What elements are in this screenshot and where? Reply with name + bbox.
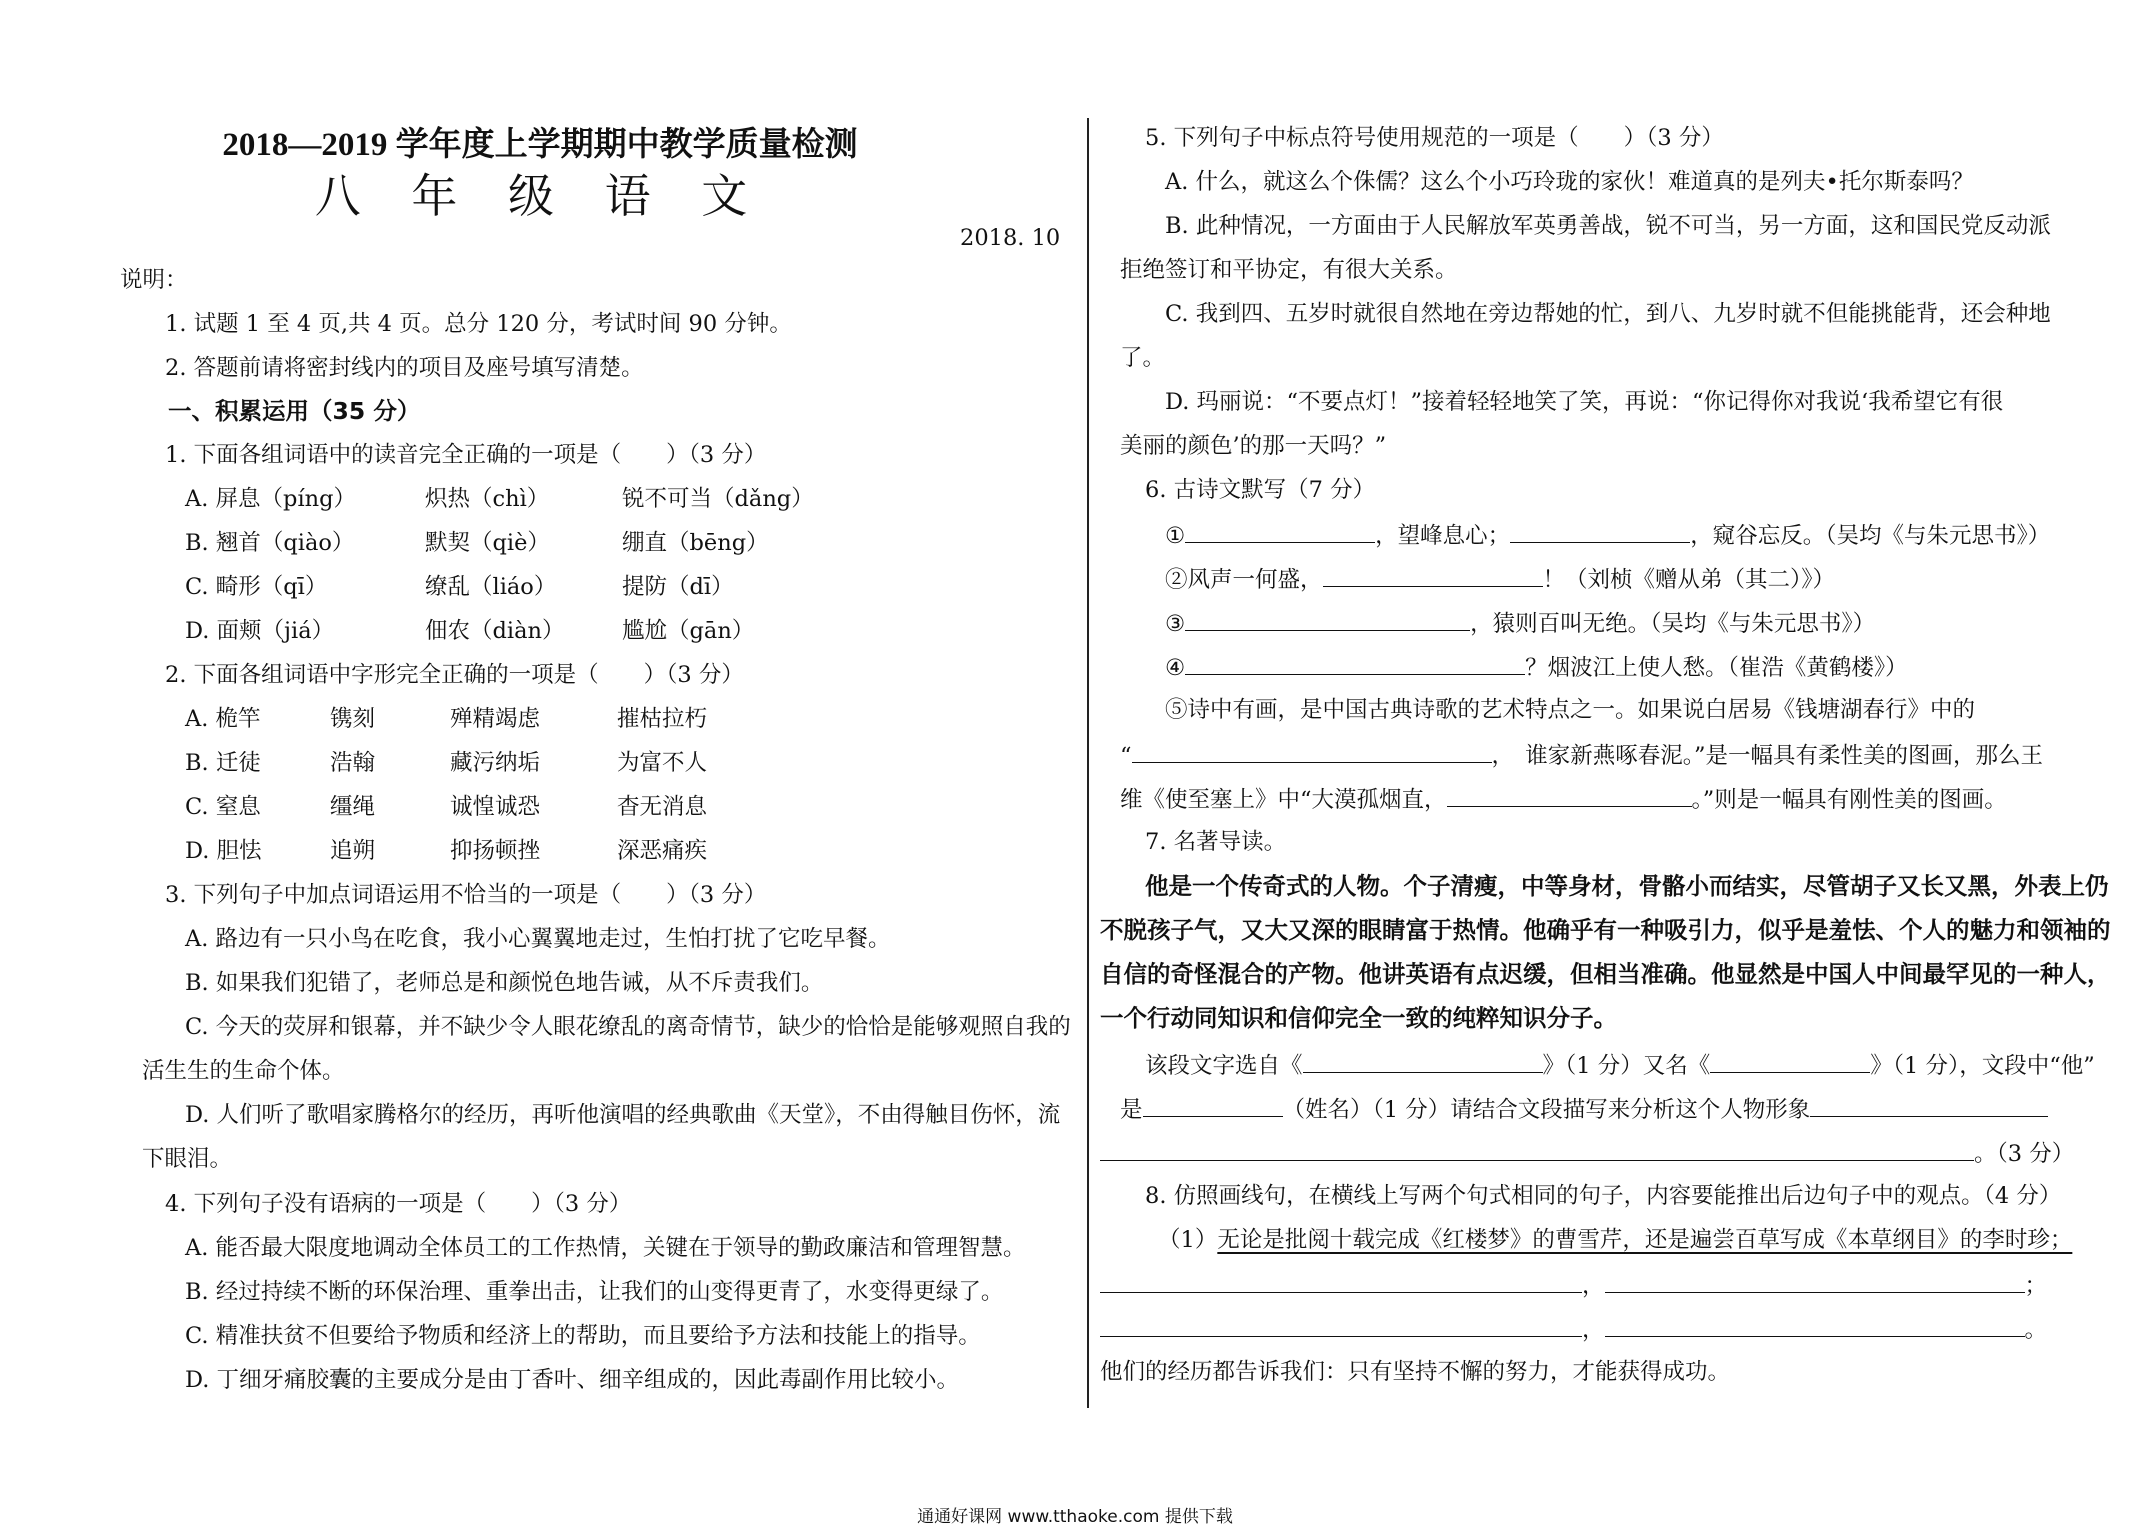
option-b-word-1: B. 迁徒 bbox=[185, 750, 261, 776]
reading-passage-line-1: 他是一个传奇式的人物。个子清瘦，中等身材，骨骼小而结实，尽管胡子又长又黑，外表上仍 bbox=[1145, 872, 2109, 900]
punctuation: ； bbox=[2024, 1273, 2048, 1299]
option-a-word-2: 炽热（chì） bbox=[425, 486, 550, 512]
answer-blank[interactable] bbox=[1185, 518, 1375, 543]
exam-title: 2018—2019 学年度上学期期中教学质量检测 bbox=[222, 127, 858, 163]
option-a-word-2: 镌刻 bbox=[330, 706, 376, 732]
question-3-option-d-line-1: D. 人们听了歌唱家腾格尔的经历，再听他演唱的经典歌曲《天堂》，不由得触目伤怀，流 bbox=[185, 1102, 1061, 1128]
recite-item-2 bbox=[1165, 562, 1835, 596]
option-b-word-3: 藏污纳垢 bbox=[450, 750, 541, 776]
question-5-option-d-line-2: 美丽的颜色’的那一天吗？” bbox=[1120, 433, 1387, 459]
intro-label: 说明： bbox=[120, 267, 188, 293]
question-4-stem: 4. 下列句子没有语病的一项是（ ）（3 分） bbox=[165, 1191, 632, 1217]
recite-item-3 bbox=[1165, 606, 1875, 640]
answer-blank[interactable] bbox=[1710, 1048, 1870, 1073]
option-c-word-2: 缭乱（liáo） bbox=[425, 574, 557, 600]
item-text: ②风声一何盛， bbox=[1165, 567, 1323, 593]
answer-blank[interactable] bbox=[1100, 1136, 1974, 1161]
answer-blank[interactable] bbox=[1510, 518, 1690, 543]
option-b-word-2: 浩翰 bbox=[330, 750, 376, 776]
reading-passage-line-2: 不脱孩子气，又大又深的眼睛富于热情。他确乎有一种吸引力，似乎是羞怯、个人的魅力和领袖的 bbox=[1100, 916, 2111, 944]
option-a-word-1: A. 屏息（píng） bbox=[185, 486, 357, 512]
question-5-stem: 5. 下列句子中标点符号使用规范的一项是（ ）（3 分） bbox=[1145, 125, 1724, 151]
prompt-text: 。（3 分） bbox=[1974, 1141, 2075, 1167]
option-a-word-3: 殚精竭虑 bbox=[450, 706, 541, 732]
recite-item-4 bbox=[1165, 650, 1908, 684]
section-heading: 一、积累运用（35 分） bbox=[168, 397, 421, 425]
option-b-word-3: 绷直（bēng） bbox=[622, 530, 769, 556]
answer-blank[interactable] bbox=[1185, 606, 1470, 631]
question-4-option-b: B. 经过持续不断的环保治理、重拳出击，让我们的山变得更青了，水变得更绿了。 bbox=[185, 1279, 1004, 1305]
option-b-word-4: 为富不人 bbox=[617, 750, 708, 776]
question-1-stem: 1. 下面各组词语中的读音完全正确的一项是（ ）（3 分） bbox=[165, 442, 767, 468]
question-3-option-a: A. 路边有一只小鸟在吃食，我小心翼翼地走过，生怕打扰了它吃早餐。 bbox=[185, 926, 891, 952]
answer-blank[interactable] bbox=[1447, 782, 1692, 807]
item-marker: ③ bbox=[1165, 611, 1186, 637]
prompt-text: 》（1 分）又名《 bbox=[1542, 1053, 1711, 1079]
option-a-word-4: 摧枯拉朽 bbox=[617, 706, 708, 732]
item-text: ？烟波江上使人愁。（崔浩《黄鹤楼》） bbox=[1525, 655, 1908, 681]
option-b-word-2: 默契（qiè） bbox=[425, 530, 550, 556]
option-d-word-2: 追朔 bbox=[330, 838, 376, 864]
answer-blank[interactable] bbox=[1323, 562, 1543, 587]
option-d-word-3: 抑扬顿挫 bbox=[450, 838, 541, 864]
answer-blank[interactable] bbox=[1605, 1312, 2025, 1337]
question-5-option-d-line-1: D. 玛丽说：“不要点灯！”接着轻轻地笑了笑，再说：“你记得你对我说‘我希望它有很 bbox=[1165, 389, 2004, 415]
question-7-prompt-line-2 bbox=[1120, 1092, 2048, 1126]
item-text: ！（刘桢《赠从弟（其二）》） bbox=[1542, 567, 1836, 593]
question-7-prompt-line-1 bbox=[1145, 1048, 2095, 1082]
answer-blank[interactable] bbox=[1132, 738, 1492, 763]
answer-blank[interactable] bbox=[1100, 1268, 1582, 1293]
answer-blank[interactable] bbox=[1303, 1048, 1543, 1073]
intro-note-1: 1. 试题 1 至 4 页,共 4 页。总分 120 分，考试时间 90 分钟。 bbox=[165, 311, 792, 337]
item-text: ， 谁家新燕啄春泥。”是一幅具有柔性美的图画，那么王 bbox=[1491, 743, 2044, 769]
option-b-word-1: B. 翘首（qiào） bbox=[185, 530, 355, 556]
question-6-stem: 6. 古诗文默写（7 分） bbox=[1145, 477, 1376, 503]
item-marker: ④ bbox=[1165, 655, 1186, 681]
option-d-word-1: D. 胆怯 bbox=[185, 838, 262, 864]
answer-blank[interactable] bbox=[1185, 650, 1525, 675]
punctuation: 。 bbox=[2024, 1317, 2048, 1343]
question-3-option-d-line-2: 下眼泪。 bbox=[142, 1146, 233, 1172]
prompt-text: （姓名）（1 分）请结合文段描写来分析这个人物形象 bbox=[1282, 1097, 1811, 1123]
subject-title: 八 年 级 语 文 bbox=[314, 169, 766, 223]
question-5-option-a: A. 什么，就这么个侏儒？这么个小巧玲珑的家伙！难道真的是列夫•托尔斯泰吗？ bbox=[1165, 169, 1974, 195]
question-2-stem: 2. 下面各组词语中字形完全正确的一项是（ ）（3 分） bbox=[165, 662, 744, 688]
answer-blank[interactable] bbox=[1100, 1312, 1582, 1337]
prompt-text: 》（1 分），文段中“他” bbox=[1870, 1053, 2095, 1079]
item-text: ，猿则百叫无绝。（吴均《与朱元思书》） bbox=[1470, 611, 1876, 637]
answer-blank[interactable] bbox=[1810, 1092, 2048, 1117]
reading-passage-line-4: 一个行动同知识和信仰完全一致的纯粹知识分子。 bbox=[1100, 1004, 1617, 1032]
question-8-answer-line-2 bbox=[1100, 1312, 2047, 1346]
question-5-option-c-line-1: C. 我到四、五岁时就很自然地在旁边帮她的忙，到八、九岁时就不但能挑能背，还会种地 bbox=[1165, 301, 2051, 327]
punctuation: ， bbox=[1582, 1273, 1605, 1299]
option-c-word-4: 杳无消息 bbox=[617, 794, 708, 820]
question-7-prompt-line-3 bbox=[1100, 1136, 2074, 1170]
question-3-option-c-line-1: C. 今天的荧屏和银幕，并不缺少令人眼花缭乱的离奇情节，缺少的恰恰是能够观照自我的 bbox=[185, 1014, 1071, 1040]
question-5-option-b-line-1: B. 此种情况，一方面由于人民解放军英勇善战，锐不可当，另一方面，这和国民党反动派 bbox=[1165, 213, 2051, 239]
question-8-conclusion: 他们的经历都告诉我们：只有坚持不懈的努力，才能获得成功。 bbox=[1100, 1359, 1731, 1385]
page-footer: 通通好课网 www.tthaoke.com 提供下载 bbox=[917, 1507, 1233, 1527]
answer-blank[interactable] bbox=[1143, 1092, 1283, 1117]
punctuation: ， bbox=[1582, 1317, 1605, 1343]
question-4-option-a: A. 能否最大限度地调动全体员工的工作热情，关键在于领导的勤政廉洁和管理智慧。 bbox=[185, 1235, 1026, 1261]
option-a-word-3: 锐不可当（dǎng） bbox=[622, 486, 814, 512]
reading-passage-line-3: 自信的奇怪混合的产物。他讲英语有点迟缓，但相当准确。他显然是中国人中间最罕见的一种人， bbox=[1100, 960, 2111, 988]
prompt-text: 该段文字选自《 bbox=[1145, 1053, 1303, 1079]
option-d-word-2: 佃农（diàn） bbox=[425, 618, 565, 644]
answer-blank[interactable] bbox=[1605, 1268, 2025, 1293]
question-4-option-d: D. 丁细牙痛胶囊的主要成分是由丁香叶、细辛组成的，因此毒副作用比较小。 bbox=[185, 1367, 960, 1393]
item-text: ，望峰息心； bbox=[1375, 523, 1511, 549]
option-d-word-3: 尴尬（gān） bbox=[622, 618, 755, 644]
option-c-word-1: C. 窒息 bbox=[185, 794, 261, 820]
question-5-option-c-line-2: 了。 bbox=[1120, 345, 1166, 371]
option-a-word-1: A. 桅竿 bbox=[185, 706, 261, 732]
option-c-word-2: 缰绳 bbox=[330, 794, 376, 820]
item-marker: ① bbox=[1165, 523, 1186, 549]
item-text: 维《使至塞上》中“大漠孤烟直， bbox=[1120, 787, 1447, 813]
question-4-option-c: C. 精准扶贫不但要给予物质和经济上的帮助，而且要给予方法和技能上的指导。 bbox=[185, 1323, 981, 1349]
question-8-answer-line-1 bbox=[1100, 1268, 2047, 1302]
option-d-word-1: D. 面颊（jiá） bbox=[185, 618, 335, 644]
question-7-stem: 7. 名著导读。 bbox=[1145, 829, 1287, 855]
option-c-word-3: 诚惶诚恐 bbox=[450, 794, 541, 820]
question-3-stem: 3. 下列句子中加点词语运用不恰当的一项是（ ）（3 分） bbox=[165, 882, 767, 908]
recite-item-5-line-1: ⑤诗中有画，是中国古典诗歌的艺术特点之一。如果说白居易《钱塘湖春行》中的 bbox=[1165, 697, 1976, 723]
option-d-word-4: 深恶痛疾 bbox=[617, 838, 708, 864]
question-3-option-c-line-2: 活生生的生命个体。 bbox=[142, 1058, 345, 1084]
intro-note-2: 2. 答题前请将密封线内的项目及座号填写清楚。 bbox=[165, 355, 644, 381]
example-number: （1） bbox=[1158, 1227, 1218, 1253]
item-text: 。”则是一幅具有刚性美的图画。 bbox=[1691, 787, 2007, 813]
item-text: “ bbox=[1120, 743, 1132, 769]
option-c-word-1: C. 畸形（qī） bbox=[185, 574, 328, 600]
question-5-option-b-line-2: 拒绝签订和平协定，有很大关系。 bbox=[1120, 257, 1458, 283]
recite-item-5-line-3 bbox=[1120, 782, 2007, 816]
recite-item-1 bbox=[1165, 518, 2050, 552]
option-c-word-3: 提防（dī） bbox=[622, 574, 734, 600]
question-8-example bbox=[1158, 1224, 2072, 1256]
question-8-stem: 8. 仿照画线句，在横线上写两个句式相同的句子，内容要能推出后边句子中的观点。（4 分） bbox=[1145, 1183, 2062, 1209]
exam-date: 2018. 10 bbox=[960, 225, 1061, 251]
recite-item-5-line-2 bbox=[1120, 738, 2043, 772]
item-text: ，窥谷忘反。（吴均《与朱元思书》） bbox=[1690, 523, 2051, 549]
question-3-option-b: B. 如果我们犯错了，老师总是和颜悦色地告诫，从不斥责我们。 bbox=[185, 970, 824, 996]
underlined-example-sentence: 无论是批阅十载完成《红楼梦》的曹雪芹，还是遍尝百草写成《本草纲目》的李时珍； bbox=[1217, 1227, 2073, 1253]
column-divider bbox=[1087, 118, 1089, 1408]
prompt-text: 是 bbox=[1120, 1097, 1143, 1123]
